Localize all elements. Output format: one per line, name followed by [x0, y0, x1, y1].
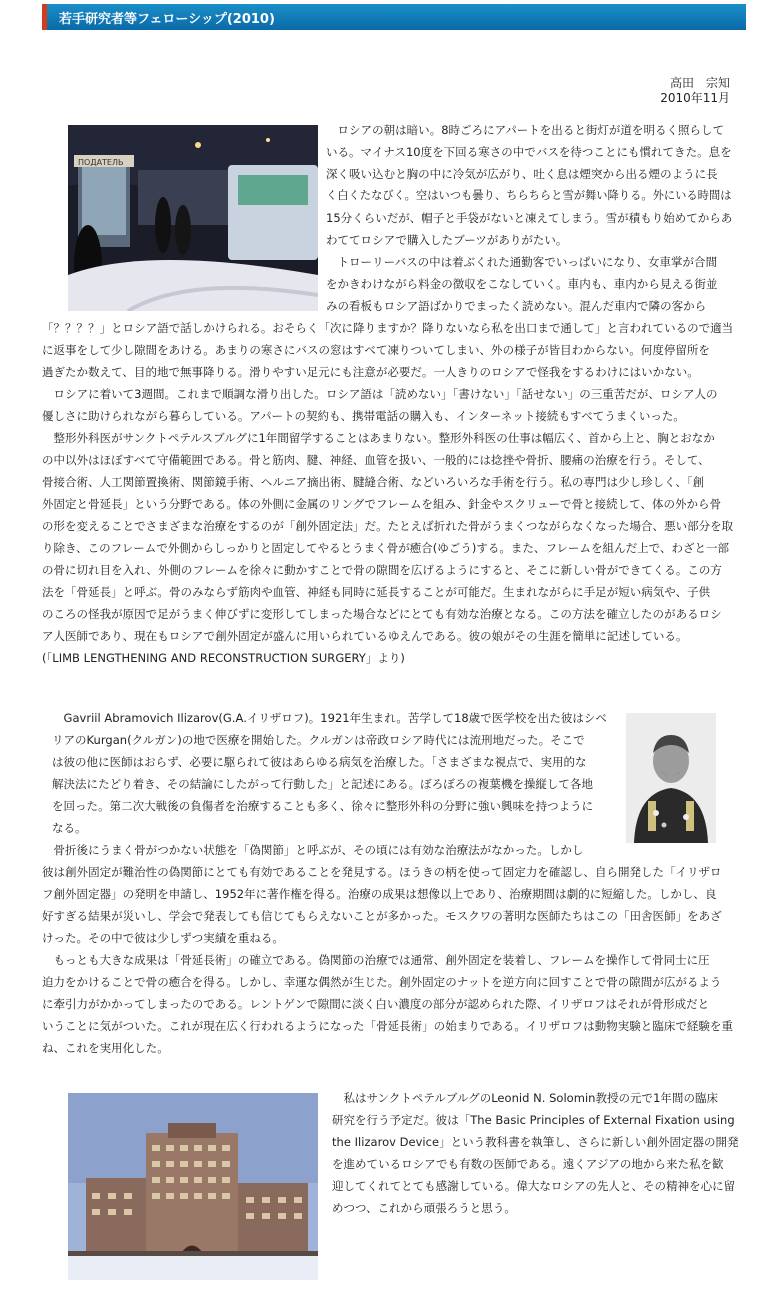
text-line: ね、これを実用化した。: [42, 1041, 169, 1055]
text-line: みの看板もロシア語ばかりでまったく読めない。混んだ車内で隣の客から: [326, 299, 707, 313]
text-line: 迎してくれてとても感謝している。偉大なロシアの先人と、その精神を心に留: [332, 1179, 736, 1193]
text-line: リアのKurgan(クルガン)の地で医療を開始した。クルガンは帝政ロシア時代には流刑地だった。そこで: [52, 733, 585, 747]
text-line: いる。マイナス10度を下回る寒さの中でバスを待つことにも慣れてきた。息を: [326, 145, 732, 159]
text-line: 法を「骨延長」と呼ぶ。骨のみならず筋肉や血管、神経も同時に延長することが可能だ。生まれながらに手足が短い病気や、子供: [42, 585, 711, 599]
text-line: (「LIMB LENGTHENING AND RECONSTRUCTION SURGERY」より): [42, 651, 405, 665]
text-line: ロシアの朝は暗い。8時ごろにアパートを出ると街灯が道を明るく照らして: [326, 123, 725, 137]
text-line: に返事をして少し隙間をあける。あまりの寒さにバスの窓はすべて凍りついてしまい、外の様子が皆目わからない。何度停留所を: [42, 343, 710, 357]
text-line: なる。: [52, 821, 87, 835]
text-line: トローリーバスの中は着ぶくれた通勤客でいっぱいになり、女車掌が合間: [326, 255, 718, 269]
text-line: 15分くらいだが、帽子と手袋がないと凍えてしまう。雪が積もり始めてからあ: [326, 211, 733, 225]
text-line: 好すぎる結果が災いし、学会で発表しても信じてもらえないことが多かった。モスクワの著明な医師たちはこの「田舎医師」をあざ: [42, 909, 722, 923]
text-line: をかきわけながら料金の徴収をこなしていく。車内も、車内から見える街並: [326, 277, 718, 291]
hospital-building-photo: [68, 1093, 318, 1280]
text-line: わててロシアで購入したブーツがありがたい。: [326, 233, 568, 247]
text-line: の骨に切れ目を入れ、外側のフレームを徐々に動かすことで骨の隙間を広げるようにすると、そこに新しい骨ができてくる。この方: [42, 563, 722, 577]
text-line: 迫力をかけることで骨の癒合を得る。しかし、幸運な偶然が生じた。創外固定のナットを逆方向に回すことで骨の隙間が広がるよう: [42, 975, 722, 989]
text-line: 骨折後にうまく骨がつかない状態を「偽関節」と呼ぶが、その頃には有効な治療法がなかった。しかし: [42, 843, 584, 857]
text-line: ア人医師であり、現在もロシアで創外固定が盛んに用いられているゆえんである。彼の娘がその生涯を簡単に記述している。: [42, 629, 688, 643]
text-line: 深く吸い込むと胸の中に冷気が広がり、吐く息は煙突から出る煙のように長: [326, 167, 718, 181]
author-date: 2010年11月: [660, 91, 730, 105]
text-line: いうことに気がついた。これが現在広く行われるようになった「骨延長術」の始まりである。イリザロフは動物実験と臨床で経験を重: [42, 1019, 733, 1033]
ilizarov-portrait-photo: [626, 713, 716, 843]
text-line: の中以外はほぼすべて守備範囲である。骨と筋肉、腱、神経、血管を扱い、一般的には捻挫や骨折、腰痛の治療を行う。そして、: [42, 453, 710, 467]
author-name: 高田 宗知: [669, 76, 730, 90]
text-line: 外固定と骨延長」という分野である。体の外側に金属のリングでフレームを組み、針金やスクリューで骨と接続して、体の外から骨: [42, 497, 722, 511]
text-line: を回った。第二次大戦後の負傷者を治療することも多く、徐々に整形外科の分野に強い興味を持つように: [52, 799, 594, 813]
text-line: もっとも大きな成果は「骨延長術」の確立である。偽関節の治療では通常、創外固定を装着し、フレームを操作して骨同士に圧: [42, 953, 710, 967]
text-line: 骨接合術、人工関節置換術、関節鏡手術、ヘルニア摘出術、腱縫合術、などいろいろな手術を行う。私の専門は少し珍しく、「創: [42, 475, 705, 489]
section-title: 若手研究者等フェローシップ(2010): [59, 12, 275, 27]
text-line: に牽引力がかかってしまったのである。レントゲンで隙間に淡く白い濃度の部分が認められた際、イリザロフはそれが骨形成だと: [42, 997, 710, 1011]
text-line: Gavriil Abramovich Ilizarov(G.A.イリザロフ)。1921年生まれ。苦学して18歳で医学校を出た彼はシベ: [52, 711, 607, 725]
text-line: 過ぎたか数えて、目的地で無事降りる。滑りやすい足元にも注意が必要だ。一人きりのロシアで怪我をするわけにはいかない。: [42, 365, 699, 379]
night-bus-stop-photo: [68, 125, 318, 311]
text-line: り除き、このフレームで外側からしっかりと固定してやるとうまく骨が癒合(ゆごう)する。また、フレームを組んだ上で、わざと一部: [42, 541, 730, 555]
text-line: 解決法にたどり着き、その結論にしたがって行動した」と記述にある。ぼろぼろの複葉機を操縦して各地: [52, 777, 593, 791]
section-header-bar: [42, 4, 746, 30]
text-line: 私はサンクトペテルブルグのLeonid N. Solomin教授の元で1年間の臨床: [332, 1091, 719, 1105]
text-line: the Ilizarov Device」という教科書を執筆し、さらに新しい創外固定器の開発: [332, 1135, 739, 1149]
text-line: フ創外固定器」の発明を申請し、1952年に著作権を得る。治療の成果は想像以上であり、治療期間は劇的に短縮した。しかし、良: [42, 887, 717, 901]
author-block: [660, 76, 730, 106]
text-line: 彼は創外固定が難治性の偽関節にとても有効であることを発見する。ほうきの柄を使って固定力を確認し、自ら開発した「イリザロ: [42, 865, 722, 879]
text-line: ロシアに着いて3週間。これまで順調な滑り出した。ロシア語は「読めない」「書けない」「話せない」の三重苦だが、ロシア人の: [42, 387, 718, 401]
text-line: けった。その中で彼は少しずつ実績を重ねる。: [42, 931, 284, 945]
text-line: 研究を行う予定だ。彼は「The Basic Principles of External Fixation using: [332, 1113, 735, 1127]
text-line: のころの怪我が原因で足がうまく伸びずに変形してしまった場合などにとても有効な治療となる。この方法を確立したのがあるロシ: [42, 607, 722, 621]
text-line: を進めているロシアでも有数の医師である。遠くアジアの地から来た私を歓: [332, 1157, 724, 1171]
text-line: 「？？？？」とロシア語で話しかけられる。おそらく「次に降りますか？降りないなら私を出口まで通して」と言われているので適当: [42, 321, 734, 335]
text-line: めつつ、これから頑張ろうと思う。: [332, 1201, 516, 1215]
text-line: く白くたなびく。空はいつも曇り、ちらちらと雪が舞い降りる。外にいる時間は: [326, 189, 732, 202]
text-line: の形を変えることでさまざまな治療をするのが「創外固定法」だ。たとえば折れた骨がうまくつながらなくなった場合、悪い部分を取: [42, 519, 734, 533]
bus-sign-text: ПОДАТЕЛЬ: [78, 158, 124, 167]
text-line: 整形外科医がサンクトペテルスブルグに1年間留学することはあまりない。整形外科医の仕事は幅広く、首から上と、胸とおなか: [42, 431, 715, 445]
text-line: は彼の他に医師はおらず、必要に駆られて彼はあらゆる病気を治療した。「さまざまな視点で、実用的な: [52, 755, 587, 769]
text-line: 優しさに助けられながら暮らしている。アパートの契約も、携帯電話の購入も、インターネット接続もすべてうまくいった。: [42, 409, 685, 423]
